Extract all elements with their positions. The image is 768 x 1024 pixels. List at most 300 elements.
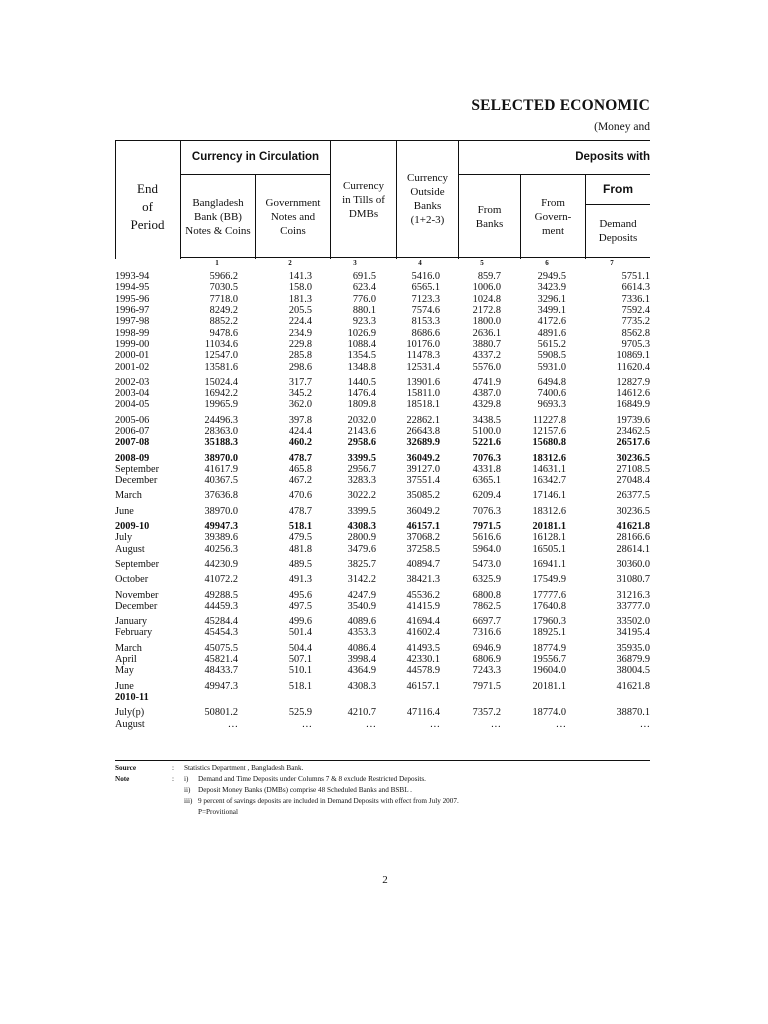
- note-row: [115, 774, 650, 785]
- value-cell-col4: 46157.1: [406, 521, 440, 533]
- value-cell-col1: 9478.6: [209, 327, 238, 339]
- value-cell-col4: 41694.4: [406, 616, 440, 628]
- period-cell: 1996-97: [115, 305, 150, 317]
- value-cell-col2: 205.5: [288, 305, 312, 317]
- value-cell-col5: 3438.5: [472, 414, 501, 426]
- value-cell-col3: 3142.2: [347, 574, 376, 586]
- period-cell: June: [115, 505, 134, 517]
- period-cell: March: [115, 642, 142, 654]
- value-cell-col5: 2636.1: [472, 327, 501, 339]
- value-cell-col3: 2800.9: [347, 532, 376, 544]
- value-cell-col7: 11620.4: [616, 361, 650, 373]
- value-cell-col3: 776.0: [352, 293, 376, 305]
- value-cell-col2: 141.3: [288, 271, 312, 283]
- value-cell-col7: 30236.5: [616, 452, 650, 464]
- value-cell-col1: 45454.3: [204, 627, 238, 639]
- value-cell-col2: [238, 692, 312, 703]
- value-cell-col3: 1088.4: [347, 338, 376, 350]
- value-cell-col6: 12157.6: [532, 426, 566, 437]
- value-cell-col6: 2949.5: [537, 271, 566, 283]
- value-cell-col5: 5576.0: [472, 361, 501, 373]
- value-cell-col6: 3296.1: [537, 293, 566, 305]
- value-cell-col2: 507.1: [288, 654, 312, 666]
- table-row: [115, 639, 650, 654]
- value-cell-col6: 18312.6: [532, 505, 566, 517]
- value-cell-col6: [501, 692, 566, 703]
- value-cell-col3: 3540.9: [347, 600, 376, 612]
- value-cell-col6: 18312.6: [532, 452, 566, 464]
- value-cell-col1: 11034.6: [204, 338, 238, 350]
- source-row: [115, 763, 650, 774]
- value-cell-col5: 5221.6: [472, 437, 501, 449]
- source-text: Statistics Department , Bangladesh Bank.: [184, 764, 304, 772]
- value-cell-col6: 17640.8: [532, 600, 566, 612]
- value-cell-col5: 5616.6: [472, 532, 501, 544]
- value-cell-col5: …: [490, 718, 501, 730]
- period-cell: 2000-01: [115, 350, 150, 362]
- value-cell-col1: 19965.9: [204, 399, 238, 411]
- note-row: [115, 796, 650, 807]
- value-cell-col6: 5908.5: [537, 350, 566, 362]
- column-number: 7: [610, 259, 614, 267]
- table-row: [115, 305, 650, 316]
- value-cell-col6: 15680.8: [532, 437, 566, 449]
- value-cell-col6: 17146.1: [532, 490, 566, 502]
- value-cell-col4: 11478.3: [406, 350, 440, 362]
- value-cell-col7: 12827.9: [616, 376, 650, 388]
- value-cell-col2: 424.4: [288, 426, 312, 437]
- page-subtitle: (Money and: [594, 121, 650, 133]
- note-text: 9 percent of savings deposits are included in Demand Deposits with effect from July 2007.: [198, 797, 459, 805]
- note-text: Demand and Time Deposits under Columns 7 & 8 exclude Restricted Deposits.: [198, 775, 426, 783]
- value-cell-col5: 1024.8: [472, 293, 501, 305]
- table-row: [115, 665, 650, 676]
- period-cell: 2004-05: [115, 399, 150, 411]
- table-row: [115, 570, 650, 585]
- value-cell-col5: 4741.9: [472, 376, 501, 388]
- table-row: [115, 486, 650, 501]
- period-cell: 1997-98: [115, 316, 150, 328]
- value-cell-col2: 504.4: [288, 642, 312, 654]
- table-row: [115, 544, 650, 555]
- table-row: [115, 677, 650, 692]
- value-cell-col4: 37258.5: [406, 543, 440, 555]
- col2-heading: Government Notes and Coins: [265, 197, 321, 237]
- value-cell-col1: …: [227, 718, 238, 730]
- value-cell-col7: 38004.5: [616, 665, 650, 677]
- value-cell-col5: 7971.5: [472, 521, 501, 533]
- period-cell: 2006-07: [115, 426, 150, 437]
- value-cell-col4: 7574.6: [411, 305, 440, 317]
- value-cell-col4: …: [429, 718, 440, 730]
- value-cell-col1: 45284.4: [204, 616, 238, 628]
- value-cell-col7: 7735.2: [621, 316, 650, 328]
- value-cell-col7: …: [639, 718, 650, 730]
- table-row: [115, 654, 650, 665]
- value-cell-col3: 1354.5: [347, 350, 376, 362]
- value-cell-col3: 3022.2: [347, 490, 376, 502]
- value-cell-col6: 18925.1: [532, 627, 566, 639]
- value-cell-col3: 4308.3: [347, 680, 376, 692]
- value-cell-col3: 1440.5: [347, 376, 376, 388]
- value-cell-col2: 479.5: [288, 532, 312, 544]
- column-numbers: [180, 259, 650, 269]
- value-cell-col5: 4337.2: [472, 350, 501, 362]
- value-cell-col2: 362.0: [288, 399, 312, 411]
- value-cell-col1: 7030.5: [209, 282, 238, 294]
- value-cell-col7: 30236.5: [616, 505, 650, 517]
- value-cell-col5: 1800.0: [472, 316, 501, 328]
- value-cell-col3: 1809.8: [347, 399, 376, 411]
- value-cell-col6: 16128.1: [532, 532, 566, 544]
- value-cell-col4: 6565.1: [411, 282, 440, 294]
- value-cell-col4: 41493.5: [406, 642, 440, 654]
- value-cell-col5: 1006.0: [472, 282, 501, 294]
- period-cell: February: [115, 627, 153, 639]
- value-cell-col6: 16941.1: [532, 558, 566, 570]
- value-cell-col2: …: [301, 718, 312, 730]
- value-cell-col3: 4247.9: [347, 589, 376, 601]
- value-cell-col1: 40367.5: [204, 475, 238, 487]
- value-cell-col4: 13901.6: [406, 376, 440, 388]
- period-cell: June: [115, 680, 134, 692]
- currency-in-circulation-heading: Currency in Circulation: [191, 151, 320, 163]
- value-cell-col7: 31216.3: [616, 589, 650, 601]
- value-cell-col5: 5964.0: [472, 543, 501, 555]
- value-cell-col4: 15811.0: [406, 388, 440, 400]
- value-cell-col7: 41621.8: [616, 521, 650, 533]
- period-cell: September: [115, 558, 160, 570]
- value-cell-col7: [566, 692, 650, 703]
- value-cell-col7: 19739.6: [616, 414, 650, 426]
- period-cell: March: [115, 490, 142, 502]
- value-cell-col2: 501.4: [288, 627, 312, 639]
- value-cell-col2: 478.7: [288, 452, 312, 464]
- value-cell-col2: 481.8: [288, 543, 312, 555]
- period-cell: 2008-09: [115, 452, 150, 464]
- table-row: [115, 555, 650, 570]
- value-cell-col4: 36049.2: [406, 505, 440, 517]
- table-row: [115, 361, 650, 372]
- period-cell: July(p): [115, 707, 145, 719]
- note-number: iii): [184, 797, 193, 805]
- value-cell-col1: 37636.8: [204, 490, 238, 502]
- period-cell: 2003-04: [115, 388, 150, 400]
- value-cell-col6: 17960.3: [532, 616, 566, 628]
- value-cell-col1: 48433.7: [204, 665, 238, 677]
- value-cell-col4: 5416.0: [411, 271, 440, 283]
- column-number: 1: [215, 259, 219, 267]
- value-cell-col4: 37068.2: [406, 532, 440, 544]
- table-row: [115, 339, 650, 350]
- value-cell-col1: 49947.3: [204, 680, 238, 692]
- value-cell-col4: 39127.0: [406, 463, 440, 475]
- value-cell-col2: 467.2: [288, 475, 312, 487]
- value-cell-col6: 20181.1: [532, 680, 566, 692]
- value-cell-col5: 859.7: [477, 271, 501, 283]
- value-cell-col3: 2958.6: [347, 437, 376, 449]
- value-cell-col2: 181.3: [288, 293, 312, 305]
- period-cell: November: [115, 589, 159, 601]
- provisional-row: [115, 807, 650, 818]
- value-cell-col6: 20181.1: [532, 521, 566, 533]
- col7-heading: Demand Deposits: [598, 218, 638, 244]
- value-cell-col2: 525.9: [288, 707, 312, 719]
- period-cell: 2005-06: [115, 414, 150, 426]
- value-cell-col3: 1348.8: [347, 361, 376, 373]
- value-cell-col7: 31080.7: [616, 574, 650, 586]
- colon: :: [172, 775, 174, 783]
- value-cell-col1: 24496.3: [204, 414, 238, 426]
- value-cell-col5: 2172.8: [472, 305, 501, 317]
- value-cell-col6: 11227.8: [532, 414, 566, 426]
- value-cell-col7: 38870.1: [616, 707, 650, 719]
- value-cell-col4: 38421.3: [406, 574, 440, 586]
- col3-heading: Currency in Tills of DMBs: [342, 180, 385, 220]
- table-row: [115, 464, 650, 475]
- colon: :: [172, 764, 174, 772]
- value-cell-col3: …: [365, 718, 376, 730]
- table-row: [115, 718, 650, 729]
- value-cell-col1: 41072.2: [204, 574, 238, 586]
- period-cell: August: [115, 543, 145, 555]
- value-cell-col4: 7123.3: [411, 293, 440, 305]
- value-cell-col6: 4172.6: [537, 316, 566, 328]
- value-cell-col1: 44230.9: [204, 558, 238, 570]
- value-cell-col5: 4329.8: [472, 399, 501, 411]
- value-cell-col6: 5615.2: [537, 338, 566, 350]
- value-cell-col1: 5966.2: [209, 271, 238, 283]
- header-bottom-rule: [180, 257, 650, 258]
- value-cell-col4: 36049.2: [406, 452, 440, 464]
- table-row: [115, 350, 650, 361]
- value-cell-col3: 4089.6: [347, 616, 376, 628]
- data-table: [115, 271, 650, 730]
- value-cell-col2: 470.6: [288, 490, 312, 502]
- value-cell-col1: 49288.5: [204, 589, 238, 601]
- value-cell-col2: 478.7: [288, 505, 312, 517]
- value-cell-col3: 2143.6: [347, 426, 376, 437]
- period-cell: October: [115, 574, 149, 586]
- value-cell-col2: 229.8: [288, 338, 312, 350]
- table-row: [115, 612, 650, 627]
- value-cell-col5: 3880.7: [472, 338, 501, 350]
- value-cell-col7: 34195.4: [616, 627, 650, 639]
- value-cell-col7: 9705.3: [621, 338, 650, 350]
- table-bottom-rule: [115, 760, 650, 761]
- value-cell-col4: 40894.7: [406, 558, 440, 570]
- value-cell-col4: 42330.1: [406, 654, 440, 666]
- period-cell: 2010-11: [115, 691, 149, 703]
- value-cell-col7: 10869.1: [616, 350, 650, 362]
- value-cell-col1: 7718.0: [209, 293, 238, 305]
- header-top-rule: [115, 140, 650, 141]
- table-row: [115, 627, 650, 638]
- value-cell-col3: 3825.7: [347, 558, 376, 570]
- value-cell-col1: 16942.2: [204, 388, 238, 400]
- value-cell-col5: 4331.8: [472, 463, 501, 475]
- col4-heading: Currency Outside Banks (1+2-3): [407, 172, 448, 226]
- value-cell-col5: 7076.3: [472, 452, 501, 464]
- from-heading: From: [603, 182, 633, 196]
- column-number: 6: [545, 259, 549, 267]
- value-cell-col3: 4210.7: [347, 707, 376, 719]
- provisional-note: P=Provitional: [198, 808, 238, 816]
- value-cell-col5: 7243.3: [472, 665, 501, 677]
- value-cell-col2: 298.6: [288, 361, 312, 373]
- value-cell-col6: 9693.3: [537, 399, 566, 411]
- value-cell-col4: 10176.0: [406, 338, 440, 350]
- value-cell-col4: 46157.1: [406, 680, 440, 692]
- value-cell-col3: 3479.6: [347, 543, 376, 555]
- value-cell-col2: 285.8: [288, 350, 312, 362]
- value-cell-col7: 16849.9: [616, 399, 650, 411]
- value-cell-col5: 6325.9: [472, 574, 501, 586]
- table-row: [115, 294, 650, 305]
- value-cell-col1: 12547.0: [204, 350, 238, 362]
- value-cell-col3: 923.3: [352, 316, 376, 328]
- value-cell-col4: 8686.6: [411, 327, 440, 339]
- value-cell-col4: 22862.1: [406, 414, 440, 426]
- value-cell-col2: 497.5: [288, 600, 312, 612]
- deposits-with-heading: Deposits with: [575, 151, 650, 163]
- header-divider: [585, 204, 650, 205]
- value-cell-col7: 27108.5: [616, 463, 650, 475]
- value-cell-col3: 4353.3: [347, 627, 376, 639]
- value-cell-col3: 4308.3: [347, 521, 376, 533]
- table-row: [115, 388, 650, 399]
- value-cell-col5: 7971.5: [472, 680, 501, 692]
- value-cell-col2: 465.8: [288, 463, 312, 475]
- value-cell-col4: 26643.8: [406, 426, 440, 437]
- value-cell-col4: 12531.4: [406, 361, 440, 373]
- period-cell: 1993-94: [115, 271, 150, 283]
- value-cell-col4: 41415.9: [406, 600, 440, 612]
- value-cell-col7: 28614.1: [616, 543, 650, 555]
- period-cell: July: [115, 532, 133, 544]
- note-number: i): [184, 775, 189, 783]
- value-cell-col7: 5751.1: [621, 271, 650, 283]
- value-cell-col5: 6806.9: [472, 654, 501, 666]
- value-cell-col7: 27048.4: [616, 475, 650, 487]
- value-cell-col1: 49947.3: [204, 521, 238, 533]
- value-cell-col1: 28363.0: [204, 426, 238, 437]
- period-cell: January: [115, 616, 148, 628]
- value-cell-col4: 32689.9: [406, 437, 440, 449]
- value-cell-col7: 33502.0: [616, 616, 650, 628]
- value-cell-col4: [376, 692, 440, 703]
- value-cell-col3: 623.4: [352, 282, 376, 294]
- table-row: [115, 327, 650, 338]
- value-cell-col6: 5931.0: [537, 361, 566, 373]
- value-cell-col4: 41602.4: [406, 627, 440, 639]
- table-row: [115, 316, 650, 327]
- period-cell: 2007-08: [115, 437, 150, 449]
- value-cell-col1: 8249.2: [209, 305, 238, 317]
- value-cell-col5: 6697.7: [472, 616, 501, 628]
- period-cell: December: [115, 600, 158, 612]
- value-cell-col7: 26377.5: [616, 490, 650, 502]
- value-cell-col6: …: [555, 718, 566, 730]
- table-row: [115, 692, 650, 703]
- value-cell-col1: 8852.2: [209, 316, 238, 328]
- value-cell-col4: 47116.4: [406, 707, 440, 719]
- value-cell-col6: 18774.9: [532, 642, 566, 654]
- value-cell-col5: 7862.5: [472, 600, 501, 612]
- value-cell-col6: 3423.9: [537, 282, 566, 294]
- value-cell-col3: 880.1: [352, 305, 376, 317]
- period-cell: 2001-02: [115, 361, 150, 373]
- period-cell: 2009-10: [115, 521, 150, 533]
- period-cell: April: [115, 654, 137, 666]
- value-cell-col2: 518.1: [288, 680, 312, 692]
- value-cell-col2: 234.9: [288, 327, 312, 339]
- value-cell-col2: 345.2: [288, 388, 312, 400]
- period-cell: 1999-00: [115, 338, 150, 350]
- value-cell-col4: 45536.2: [406, 589, 440, 601]
- value-cell-col3: 2956.7: [347, 463, 376, 475]
- value-cell-col1: 15024.4: [204, 376, 238, 388]
- period-cell: 1994-95: [115, 282, 150, 294]
- period-cell: 2002-03: [115, 376, 150, 388]
- value-cell-col6: 16342.7: [532, 475, 566, 487]
- table-row: [115, 585, 650, 600]
- notes-section: [115, 763, 650, 818]
- table-row: [115, 271, 650, 282]
- value-cell-col7: 30360.0: [616, 558, 650, 570]
- period-cell: May: [115, 665, 134, 677]
- value-cell-col3: 1476.4: [347, 388, 376, 400]
- value-cell-col6: 3499.1: [537, 305, 566, 317]
- value-cell-col3: 3399.5: [347, 505, 376, 517]
- value-cell-col7: 7592.4: [621, 305, 650, 317]
- col1-heading: Bangladesh Bank (BB) Notes & Coins: [185, 197, 251, 237]
- period-cell: December: [115, 475, 158, 487]
- page-number: 2: [382, 874, 388, 886]
- value-cell-col5: 6800.8: [472, 589, 501, 601]
- value-cell-col3: 3283.3: [347, 475, 376, 487]
- value-cell-col4: 44578.9: [406, 665, 440, 677]
- value-cell-col5: 5100.0: [472, 426, 501, 437]
- period-cell: 1998-99: [115, 327, 150, 339]
- value-cell-col2: 158.0: [288, 282, 312, 294]
- value-cell-col5: 7316.6: [472, 627, 501, 639]
- value-cell-col3: 3998.4: [347, 654, 376, 666]
- table-row: [115, 532, 650, 543]
- value-cell-col7: 23462.5: [616, 426, 650, 437]
- col5-heading: From Banks: [475, 204, 504, 230]
- value-cell-col4: 37551.4: [406, 475, 440, 487]
- value-cell-col7: 28166.6: [616, 532, 650, 544]
- table-row: [115, 502, 650, 517]
- value-cell-col3: 4086.4: [347, 642, 376, 654]
- value-cell-col6: 19556.7: [532, 654, 566, 666]
- value-cell-col1: 38970.0: [204, 452, 238, 464]
- table-row: [115, 517, 650, 532]
- source-label: Source: [115, 764, 137, 772]
- value-cell-col5: 7357.2: [472, 707, 501, 719]
- column-number: 2: [288, 259, 292, 267]
- value-cell-col5: 6365.1: [472, 475, 501, 487]
- value-cell-col5: 6946.9: [472, 642, 501, 654]
- value-cell-col1: [180, 692, 238, 703]
- end-of-period-heading: End of Period: [130, 181, 165, 232]
- table-row: [115, 601, 650, 612]
- value-cell-col2: 489.5: [288, 558, 312, 570]
- value-cell-col2: 495.6: [288, 589, 312, 601]
- value-cell-col4: 35085.2: [406, 490, 440, 502]
- table-header: [115, 140, 650, 260]
